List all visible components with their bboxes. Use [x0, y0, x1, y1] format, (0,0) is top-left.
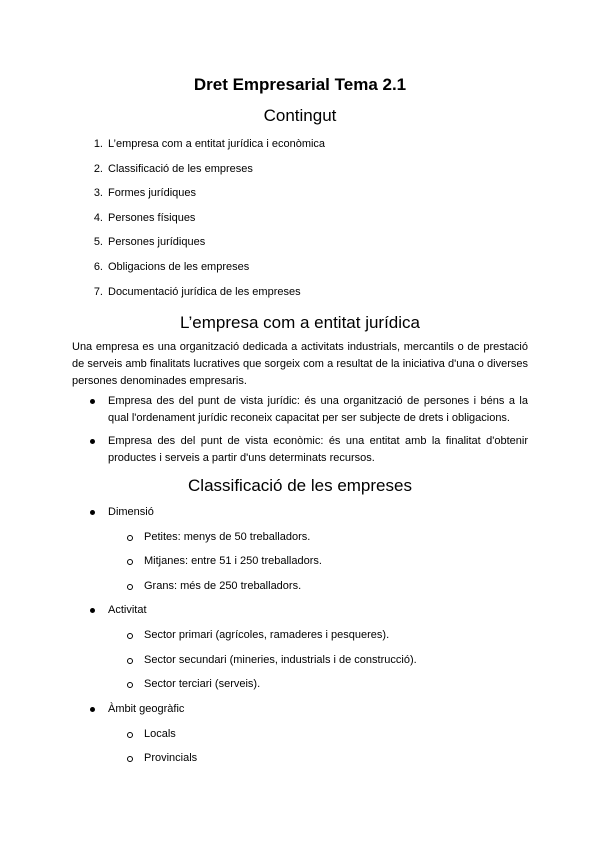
sub-bullet-icon [127, 682, 133, 688]
sub-bullet-icon [127, 633, 133, 639]
section-heading: Classificació de les empreses [188, 476, 412, 495]
bullet-icon [90, 399, 95, 404]
sub-bullet-icon [127, 732, 133, 738]
list-item: Mitjanes: entre 51 i 250 treballadors. [144, 555, 322, 567]
group-label: Dimensió [108, 506, 154, 518]
toc-number: 5. [93, 236, 103, 248]
sub-bullet-icon [127, 559, 133, 565]
intro-paragraph: Una empresa es una organització dedicada a activitats industrials, mercantils o de prestació de serveis amb finalitats lucratives que sorgeix com a resultat de la iniciativa d'una o diverses persones denominades empresaris. [72, 341, 528, 387]
list-item: Sector terciari (serveis). [144, 678, 261, 690]
group-label: Activitat [108, 604, 147, 616]
bullet-icon [90, 707, 95, 712]
sub-bullet-icon [127, 535, 133, 541]
bullet-icon [90, 608, 95, 613]
toc-text: Documentació jurídica de les empreses [108, 286, 301, 298]
toc-number: 2. [93, 163, 103, 175]
section-heading: L’empresa com a entitat jurídica [179, 313, 420, 332]
toc-text: L’empresa com a entitat jurídica i econòmica [108, 138, 326, 150]
toc-number: 6. [93, 261, 103, 273]
document-title: Dret Empresarial Tema 2.1 [193, 75, 407, 94]
sub-bullet-icon [127, 584, 133, 590]
toc-text: Obligacions de les empreses [108, 261, 250, 273]
toc-text: Persones jurídiques [108, 236, 206, 248]
bullet-text: Empresa des del punt de vista econòmic: és una entitat amb la finalitat d'obtenir productes i serveis a partir d'uns determinats recursos. [108, 435, 528, 464]
group-label: Àmbit geogràfic [108, 703, 185, 715]
toc-number: 3. [93, 187, 103, 199]
list-item: Locals [144, 728, 176, 740]
bullet-icon [90, 439, 95, 444]
bullet-text: Empresa des del punt de vista jurídic: és una organització de persones i béns a la qual l'ordenament jurídic reconeix capacitat per ser subjecte de drets i obligacions. [108, 395, 528, 424]
bullet-icon [90, 510, 95, 515]
list-item: Sector primari (agrícoles, ramaderes i pesqueres). [144, 629, 390, 641]
list-item: Sector secundari (mineries, industrials i de construcció). [144, 654, 417, 666]
toc-number: 4. [93, 212, 103, 224]
sub-bullet-icon [127, 658, 133, 664]
list-item: Provincials [144, 752, 198, 764]
toc-number: 1. [93, 138, 103, 150]
toc-text: Classificació de les empreses [108, 163, 253, 175]
list-item: Petites: menys de 50 treballadors. [144, 531, 311, 543]
toc-text: Persones físiques [108, 212, 196, 224]
list-item: Grans: més de 250 treballadors. [144, 580, 302, 592]
contents-heading: Contingut [263, 106, 337, 125]
sub-bullet-icon [127, 756, 133, 762]
toc-number: 7. [93, 286, 103, 298]
toc-text: Formes jurídiques [108, 187, 197, 199]
